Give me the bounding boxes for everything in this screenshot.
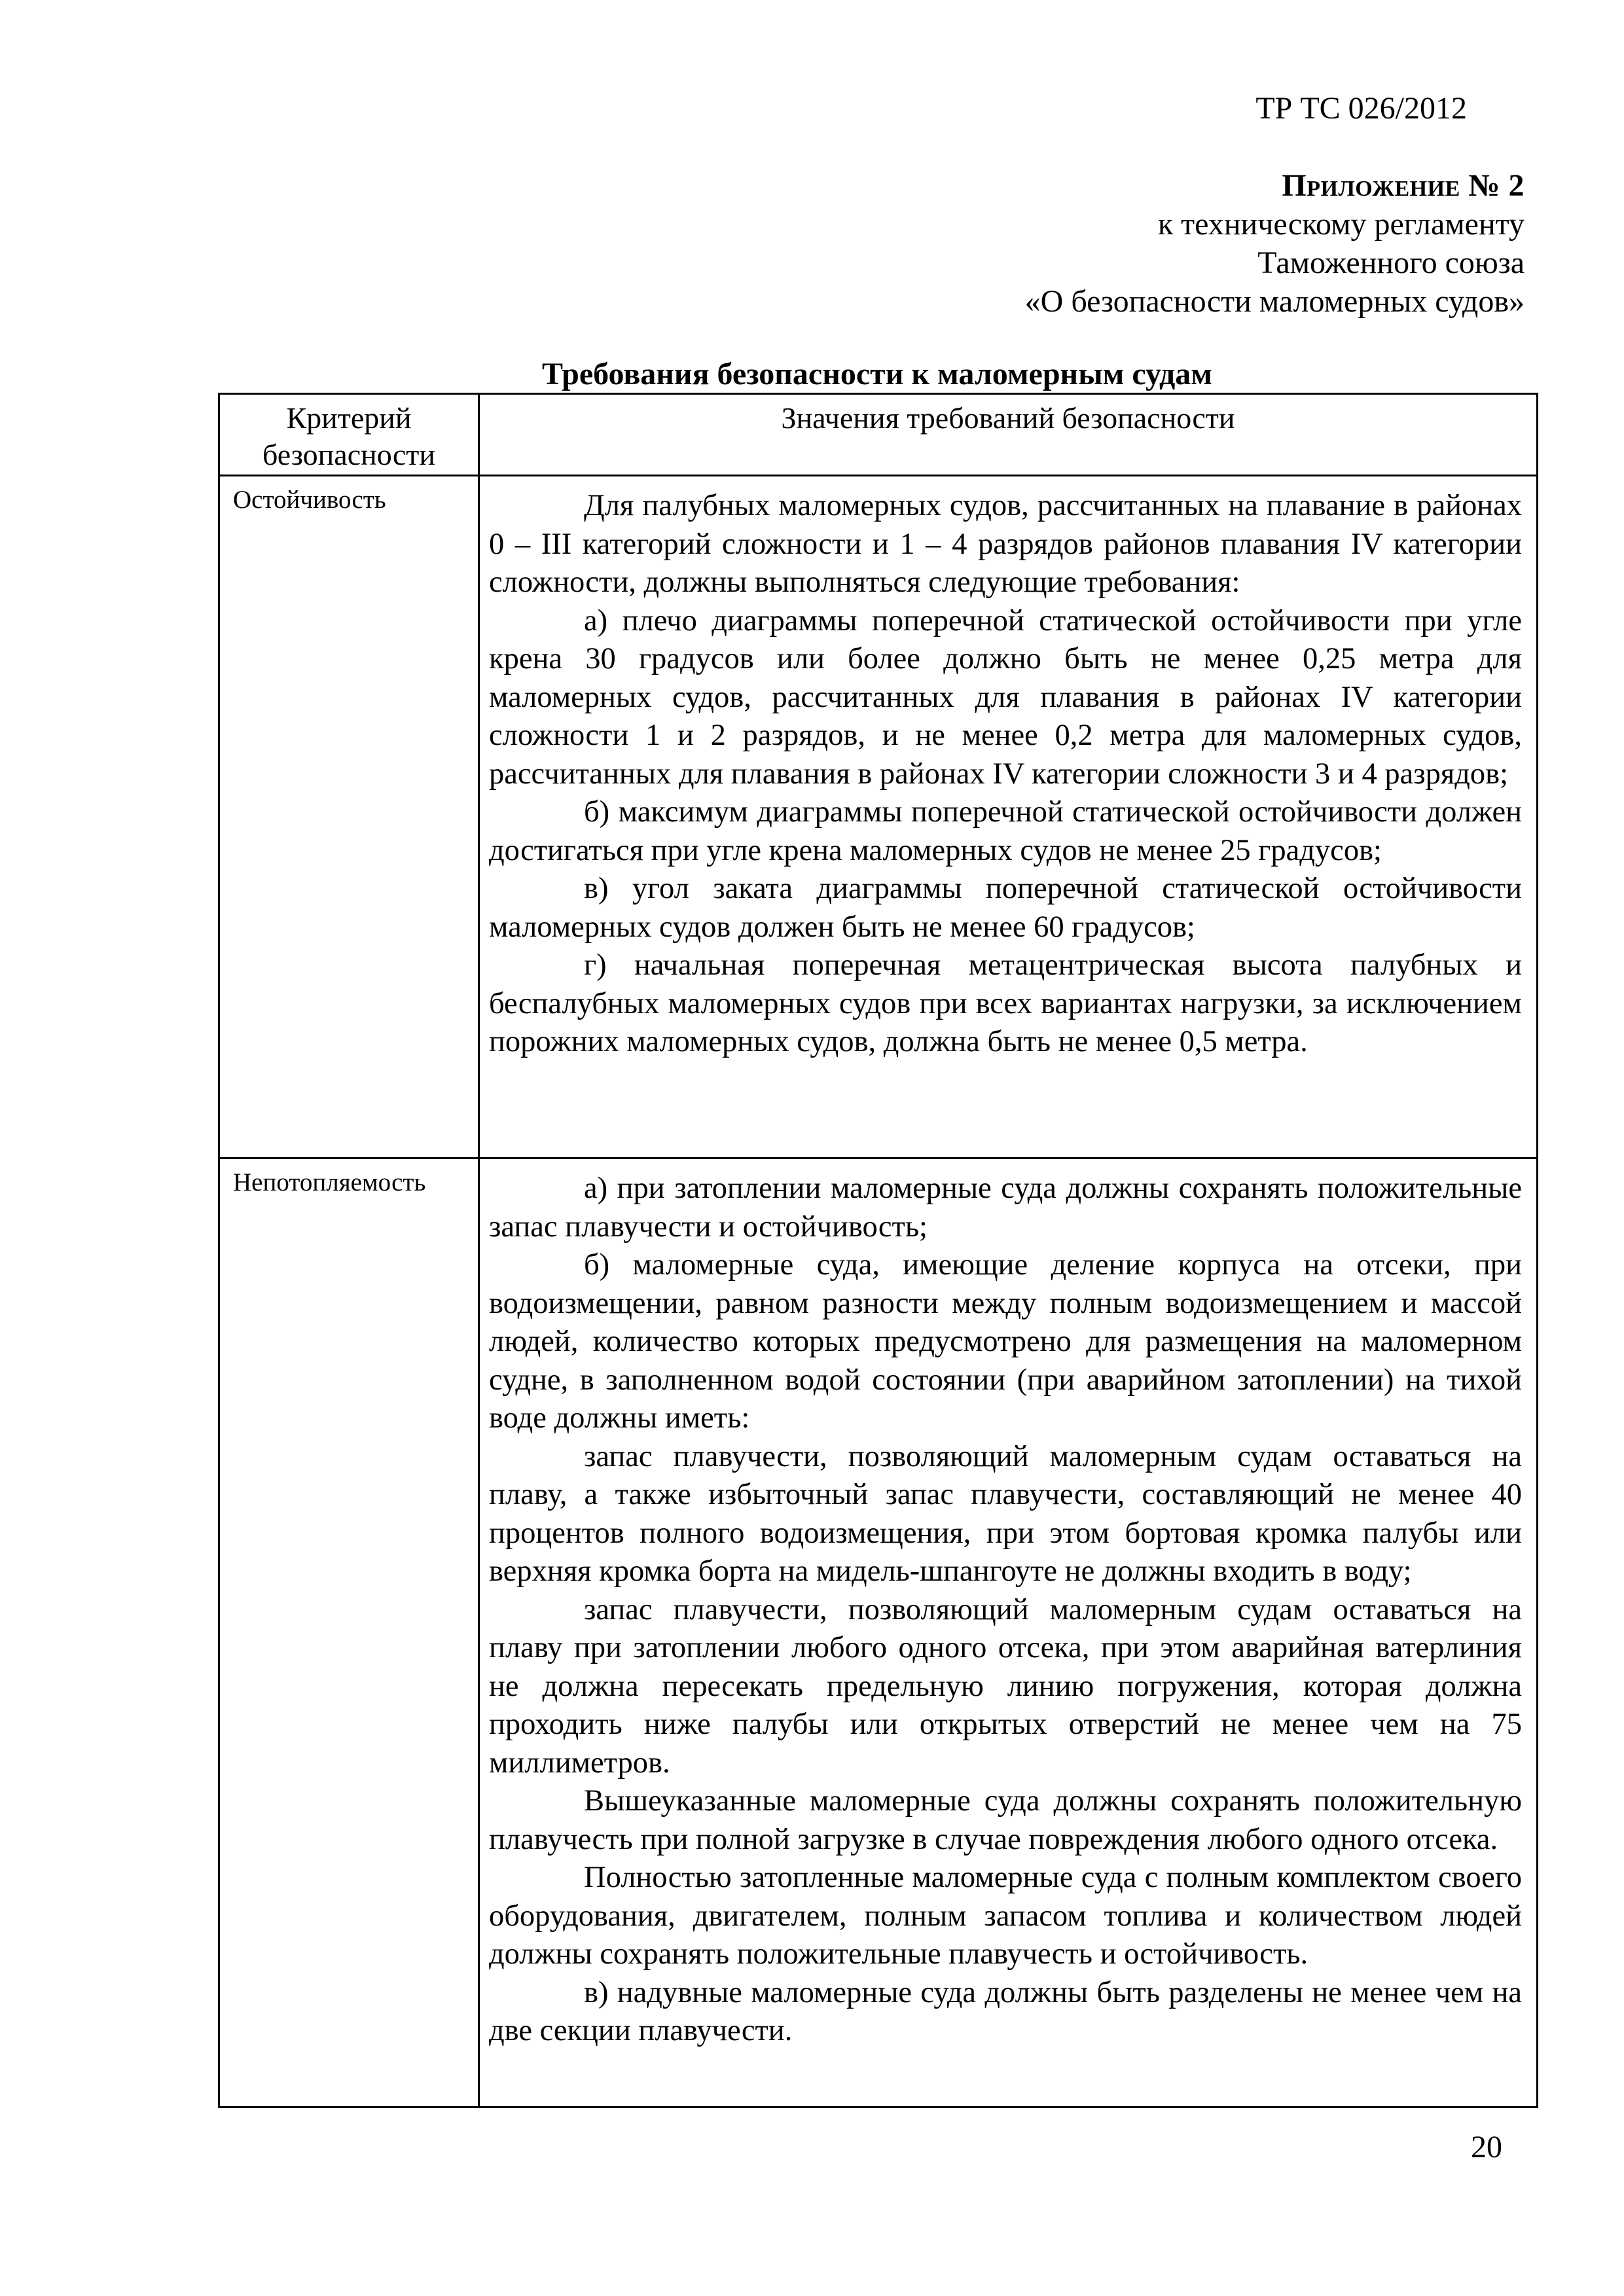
- paragraph: а) плечо диаграммы поперечной статической остойчивости при угле крена 30 градусов или более должно быть не менее 0,25 метра для маломерных судов, рассчитанных для плавания в районах IV категории сложности 1 и 2 разрядов, и не менее 0,2 метра для маломерных судов, рассчитанных для плавания в районах IV категории сложности 3 и 4 разрядов;: [489, 603, 1522, 791]
- page-number: 20: [1471, 2130, 1502, 2164]
- paragraph: а) при затоплении маломерные суда должны сохранять положительные запас плавучести и остойчивость;: [489, 1172, 1522, 1244]
- paragraph: запас плавучести, позволяющий маломерным судам оставаться на плаву, а также избыточный запас плавучести, составляющий не менее 40 процентов полного водоизмещения, при этом бортовая кромка палубы или верхняя кромка борта на мидель-шпангоуте не должны входить в воду;: [489, 1439, 1522, 1588]
- paragraph: г) начальная поперечная метацентрическая высота палубных и беспалубных маломерных судов при всех вариантах нагрузки, за исключением порожних маломерных судов, должна быть не менее 0,5 метра.: [489, 948, 1522, 1058]
- appendix-line-3: «О безопасности маломерных судов»: [1024, 284, 1525, 319]
- requirements-table: [218, 393, 1538, 2108]
- paragraph: в) надувные маломерные суда должны быть разделены не менее чем на две секции плавучести.: [489, 1975, 1522, 2047]
- paragraph: Полностью затопленные маломерные суда с полным комплектом своего оборудования, двигателем, полным запасом топлива и количеством людей должны сохранять положительные плавучесть и остойчивость.: [489, 1861, 1522, 1971]
- table-title: Требования безопасности к маломерным судам: [541, 357, 1212, 391]
- appendix-title: Приложение № 2: [1282, 168, 1525, 203]
- appendix-line-2: Таможенного союза: [1257, 245, 1525, 280]
- appendix-line-1: к техническому регламенту: [1157, 207, 1525, 242]
- values-cell: [479, 1158, 1538, 2108]
- criterion-cell: Остойчивость: [219, 476, 479, 1158]
- table-header-row: [219, 394, 1538, 476]
- paragraph: в) угол заката диаграммы поперечной статической остойчивости маломерных судов должен быть не менее 60 градусов;: [489, 872, 1522, 944]
- paragraph: Для палубных маломерных судов, рассчитанных на плавание в районах 0 – III категорий сложности и 1 – 4 разрядов районов плавания IV категории сложности, должны выполняться следующие требования:: [489, 489, 1522, 599]
- table-row: [219, 1158, 1538, 2108]
- appendix-block: [1025, 166, 1525, 321]
- paragraph: б) максимум диаграммы поперечной статической остойчивости должен достигаться при угле крена маломерных судов не менее 25 градусов;: [489, 795, 1522, 867]
- document-code: ТР ТС 026/2012: [1255, 91, 1467, 126]
- paragraph: б) маломерные суда, имеющие деление корпуса на отсеки, при водоизмещении, равном разности между полным водоизмещением и массой людей, количество которых предусмотрено для размещения на маломерном судне, в заполненном водой состоянии (при аварийном затоплении) на тихой воде должны иметь:: [489, 1248, 1522, 1435]
- paragraph: запас плавучести, позволяющий маломерным судам оставаться на плаву при затоплении любого одного отсека, при этом аварийная ватерлиния не должна пересекать предельную линию погружения, которая должна проходить ниже палубы или открытых отверстий не менее чем на 75 миллиметров.: [489, 1592, 1522, 1780]
- column-header-criterion: Критерий безопасности: [219, 394, 479, 476]
- table-row: [219, 476, 1538, 1158]
- values-cell: [479, 476, 1538, 1158]
- column-header-values: Значения требований безопасности: [479, 394, 1538, 476]
- criterion-cell: Непотопляемость: [219, 1158, 479, 2108]
- paragraph: Вышеуказанные маломерные суда должны сохранять положительную плавучесть при полной загрузке в случае повреждения любого одного отсека.: [489, 1784, 1522, 1856]
